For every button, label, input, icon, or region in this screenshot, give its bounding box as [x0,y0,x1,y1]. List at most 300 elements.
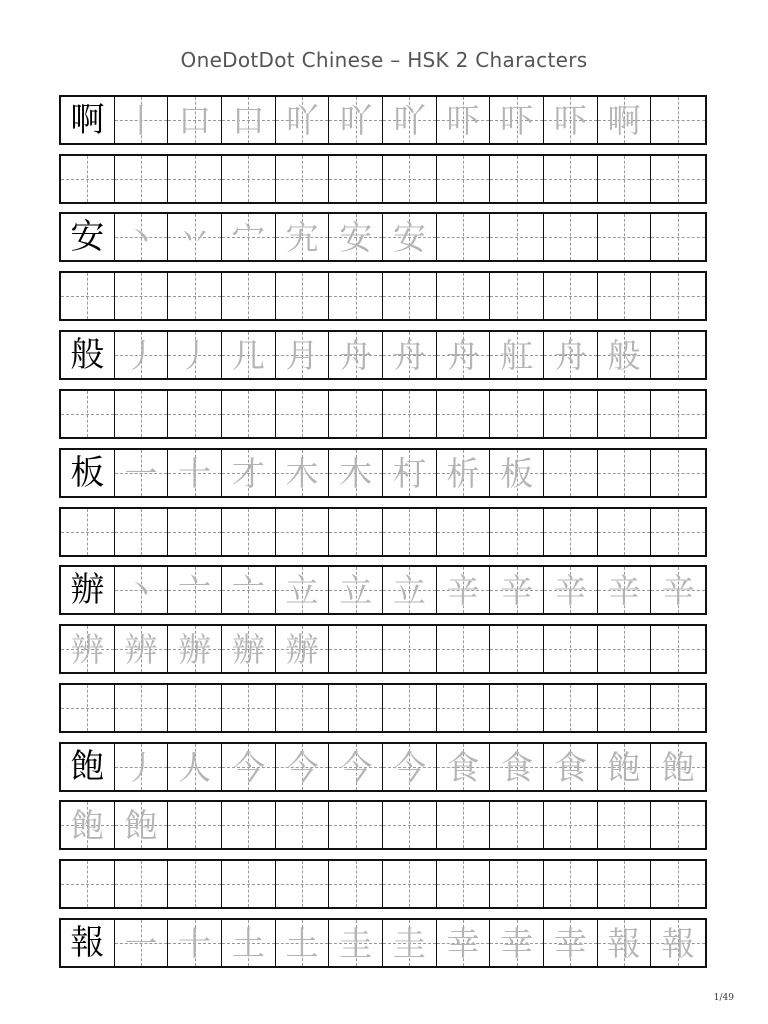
stroke-step: 今 [339,747,373,787]
practice-cell [168,861,222,907]
stroke-step [329,273,382,319]
practice-cell [490,332,544,378]
stroke-step: 辛 [607,570,641,610]
practice-row [59,507,707,557]
practice-cell [115,626,169,672]
stroke-step: 飽 [661,747,695,787]
stroke-step [437,214,490,260]
practice-cell [329,861,383,907]
stroke-step [437,685,490,731]
practice-cell [544,214,598,260]
stroke-step: 吓 [553,100,587,140]
practice-cell [544,802,598,848]
practice-cell [383,920,437,966]
stroke-step [329,391,382,437]
stroke-step [598,156,651,202]
stroke-step [222,156,275,202]
practice-cell [544,156,598,202]
practice-cell [651,509,705,555]
stroke-step [61,391,114,437]
stroke-step: 吖 [392,100,426,140]
practice-cell [276,273,330,319]
stroke-step [651,861,705,907]
practice-cell [490,214,544,260]
practice-cell [115,567,169,613]
practice-cell [437,861,491,907]
stroke-step [329,626,382,672]
practice-cell [544,626,598,672]
stroke-step: 今 [231,747,265,787]
practice-cell [383,97,437,143]
practice-cell [61,273,115,319]
practice-cell [437,391,491,437]
stroke-step [651,626,705,672]
stroke-step: 舡 [500,335,534,375]
practice-cell [329,744,383,790]
stroke-step [222,685,275,731]
page-number: 1/49 [713,993,734,1003]
practice-cell [61,156,115,202]
practice-cell [276,97,330,143]
stroke-step [490,391,543,437]
stroke-step [544,685,597,731]
stroke-step [276,509,329,555]
stroke-step: 辨 [124,629,158,669]
practice-cell [598,97,652,143]
practice-cell [276,332,330,378]
stroke-step [651,802,705,848]
practice-cell [598,920,652,966]
stroke-step: 食 [500,747,534,787]
practice-cell [276,744,330,790]
stroke-step: 口 [178,100,212,140]
stroke-step [544,156,597,202]
stroke-step [276,802,329,848]
practice-cell [329,97,383,143]
practice-cell [222,450,276,496]
stroke-step: 丶 [124,570,158,610]
practice-cell [168,567,222,613]
stroke-step: 安 [339,217,373,257]
practice-cell [651,332,705,378]
stroke-step [329,861,382,907]
stroke-step [329,156,382,202]
practice-cell [437,744,491,790]
stroke-step [598,509,651,555]
stroke-step: 口 [231,100,265,140]
stroke-step: 辛 [661,570,695,610]
model-character: 辦 [70,570,105,610]
practice-row [59,330,707,380]
model-character: 飽 [70,747,105,787]
stroke-step: 啊 [607,100,641,140]
practice-cell [61,802,115,848]
stroke-step: 報 [661,923,695,963]
practice-cell [437,509,491,555]
stroke-step: 食 [446,747,480,787]
stroke-step [222,273,275,319]
stroke-step: 立 [392,570,426,610]
stroke-step [276,273,329,319]
practice-cell [437,97,491,143]
practice-cell [490,273,544,319]
stroke-step [383,156,436,202]
practice-cell [222,802,276,848]
practice-cell [115,214,169,260]
stroke-step [490,626,543,672]
practice-cell [490,450,544,496]
practice-cell [651,450,705,496]
practice-cell [222,685,276,731]
practice-cell [168,685,222,731]
stroke-step: 吖 [285,100,319,140]
practice-cell [598,332,652,378]
practice-cell [490,567,544,613]
stroke-step: 朾 [392,453,426,493]
stroke-step: 立 [285,570,319,610]
stroke-step: 辦 [178,629,212,669]
stroke-step: 丶 [124,217,158,257]
practice-cell [168,97,222,143]
model-character-cell [61,450,115,496]
stroke-step [598,802,651,848]
practice-cell [437,214,491,260]
stroke-step: 析 [446,453,480,493]
practice-row [59,95,707,145]
stroke-step [61,861,114,907]
stroke-step [490,685,543,731]
practice-cell [598,391,652,437]
practice-cell [437,920,491,966]
stroke-step [651,156,705,202]
practice-cell [222,920,276,966]
stroke-step [598,685,651,731]
practice-cell [168,332,222,378]
stroke-step [437,802,490,848]
practice-cell [490,391,544,437]
practice-cell [276,391,330,437]
stroke-step [276,861,329,907]
practice-cell [383,156,437,202]
stroke-step: 丿 [124,335,158,375]
stroke-step [329,509,382,555]
stroke-step [651,332,705,378]
stroke-step: 飽 [70,805,104,845]
practice-cell [490,861,544,907]
practice-cell [437,802,491,848]
stroke-step: 宀 [231,217,265,257]
practice-cell [329,273,383,319]
stroke-step [383,802,436,848]
practice-cell [598,567,652,613]
stroke-step [490,214,543,260]
practice-cell [115,273,169,319]
stroke-step: 幸 [553,923,587,963]
practice-cell [490,744,544,790]
practice-cell [490,802,544,848]
stroke-step: 几 [231,335,265,375]
stroke-step [383,685,436,731]
stroke-step: 安 [392,217,426,257]
stroke-step [437,626,490,672]
practice-cell [115,97,169,143]
stroke-step: 報 [607,923,641,963]
practice-cell [383,273,437,319]
practice-cell [598,626,652,672]
practice-cell [276,567,330,613]
practice-cell [544,509,598,555]
stroke-step [168,391,221,437]
stroke-step [598,626,651,672]
practice-cell [598,802,652,848]
practice-cell [383,450,437,496]
practice-cell [222,214,276,260]
practice-cell [437,273,491,319]
practice-cell [544,391,598,437]
stroke-step: 板 [500,453,534,493]
practice-cell [544,567,598,613]
practice-cell [651,273,705,319]
stroke-step [437,391,490,437]
practice-cell [276,802,330,848]
practice-cell [276,685,330,731]
practice-cell [544,273,598,319]
practice-cell [651,802,705,848]
practice-cell [598,214,652,260]
practice-cell [437,567,491,613]
practice-cell [651,97,705,143]
practice-cell [383,626,437,672]
stroke-step [544,861,597,907]
practice-row [59,565,707,615]
practice-cell [651,214,705,260]
stroke-step: 幸 [446,923,480,963]
stroke-step: 舟 [553,335,587,375]
stroke-step [168,509,221,555]
practice-cell [329,332,383,378]
stroke-step [598,273,651,319]
model-character-cell [61,920,115,966]
practice-cell [329,509,383,555]
stroke-step: 木 [339,453,373,493]
practice-cell [61,509,115,555]
stroke-step [651,685,705,731]
stroke-step [651,214,705,260]
practice-cell [168,802,222,848]
practice-cell [598,861,652,907]
stroke-step: 般 [607,335,641,375]
stroke-step [222,861,275,907]
stroke-step [168,685,221,731]
stroke-step [383,273,436,319]
practice-cell [437,156,491,202]
stroke-step [168,861,221,907]
practice-row [59,800,707,850]
stroke-step: 丷 [178,217,212,257]
practice-cell [329,567,383,613]
stroke-step [437,156,490,202]
stroke-step: 圭 [339,923,373,963]
stroke-step [598,861,651,907]
page-title: OneDotDot Chinese – HSK 2 Characters [180,48,588,72]
practice-cell [437,332,491,378]
practice-cell [329,802,383,848]
practice-cell [61,685,115,731]
stroke-step [437,273,490,319]
practice-cell [490,626,544,672]
stroke-step [222,391,275,437]
stroke-step: 十 [178,453,212,493]
practice-cell [115,509,169,555]
practice-cell [222,744,276,790]
stroke-step [222,802,275,848]
stroke-step: 木 [285,453,319,493]
practice-cell [544,450,598,496]
model-character-cell [61,744,115,790]
practice-cell [437,626,491,672]
practice-cell [598,450,652,496]
practice-cell [168,156,222,202]
stroke-step [437,509,490,555]
stroke-step: 土 [285,923,319,963]
stroke-step: 舟 [339,335,373,375]
stroke-step: 圭 [392,923,426,963]
model-character-cell [61,332,115,378]
stroke-step [544,391,597,437]
practice-cell [222,509,276,555]
model-character-cell [61,97,115,143]
practice-cell [383,861,437,907]
practice-cell [222,626,276,672]
practice-cell [276,509,330,555]
stroke-step: 土 [231,923,265,963]
practice-cell [168,626,222,672]
practice-cell [598,744,652,790]
stroke-step [651,450,705,496]
stroke-step: 一 [124,923,158,963]
stroke-step: 幸 [500,923,534,963]
stroke-step: 辦 [231,629,265,669]
stroke-step [490,273,543,319]
stroke-step: 吓 [446,100,480,140]
practice-cell [651,567,705,613]
practice-cell [329,391,383,437]
stroke-step [651,509,705,555]
stroke-step [544,214,597,260]
practice-row [59,624,707,674]
practice-cell [383,332,437,378]
practice-cell [490,156,544,202]
stroke-step [61,273,114,319]
stroke-step: 吓 [500,100,534,140]
stroke-step [61,156,114,202]
stroke-step [437,861,490,907]
practice-cell [383,391,437,437]
practice-cell [276,626,330,672]
stroke-step: 舟 [392,335,426,375]
stroke-step [544,273,597,319]
practice-row [59,448,707,498]
practice-cell [651,626,705,672]
practice-cell [544,97,598,143]
practice-cell [651,391,705,437]
stroke-step: 人 [178,747,212,787]
practice-cell [115,332,169,378]
stroke-step: 今 [392,747,426,787]
practice-cell [383,685,437,731]
practice-cell [598,509,652,555]
practice-cell [61,861,115,907]
practice-cell [651,920,705,966]
practice-cell [222,332,276,378]
practice-cell [115,685,169,731]
stroke-step [276,156,329,202]
stroke-step [115,685,168,731]
model-character-cell [61,214,115,260]
practice-cell [168,450,222,496]
practice-cell [383,744,437,790]
practice-cell [276,861,330,907]
practice-cell [544,332,598,378]
practice-cell [115,450,169,496]
practice-row [59,683,707,733]
practice-cell [329,214,383,260]
practice-cell [222,391,276,437]
stroke-step [490,509,543,555]
stroke-step [115,861,168,907]
stroke-step [651,273,705,319]
practice-cell [329,920,383,966]
stroke-step [61,509,114,555]
practice-cell [168,214,222,260]
practice-row [59,389,707,439]
stroke-step [651,97,705,143]
practice-cell [115,861,169,907]
stroke-step: 飽 [124,805,158,845]
stroke-step: 舟 [446,335,480,375]
practice-row [59,859,707,909]
stroke-step [490,156,543,202]
stroke-step: 亠 [231,570,265,610]
stroke-step: 丨 [124,100,158,140]
stroke-step [544,802,597,848]
practice-cell [115,920,169,966]
stroke-step [490,802,543,848]
stroke-step [329,685,382,731]
practice-cell [651,861,705,907]
practice-cell [276,920,330,966]
practice-cell [490,97,544,143]
stroke-step [61,685,114,731]
practice-cell [329,156,383,202]
stroke-step [115,273,168,319]
practice-cell [544,685,598,731]
practice-cell [168,391,222,437]
practice-cell [544,920,598,966]
practice-cell [383,214,437,260]
stroke-step [598,450,651,496]
stroke-step [544,450,597,496]
practice-row [59,742,707,792]
practice-cell [544,861,598,907]
stroke-step [168,273,221,319]
stroke-step: 一 [124,453,158,493]
stroke-step [651,391,705,437]
stroke-step: 才 [231,453,265,493]
practice-cell [276,450,330,496]
stroke-step [115,156,168,202]
practice-cell [490,685,544,731]
